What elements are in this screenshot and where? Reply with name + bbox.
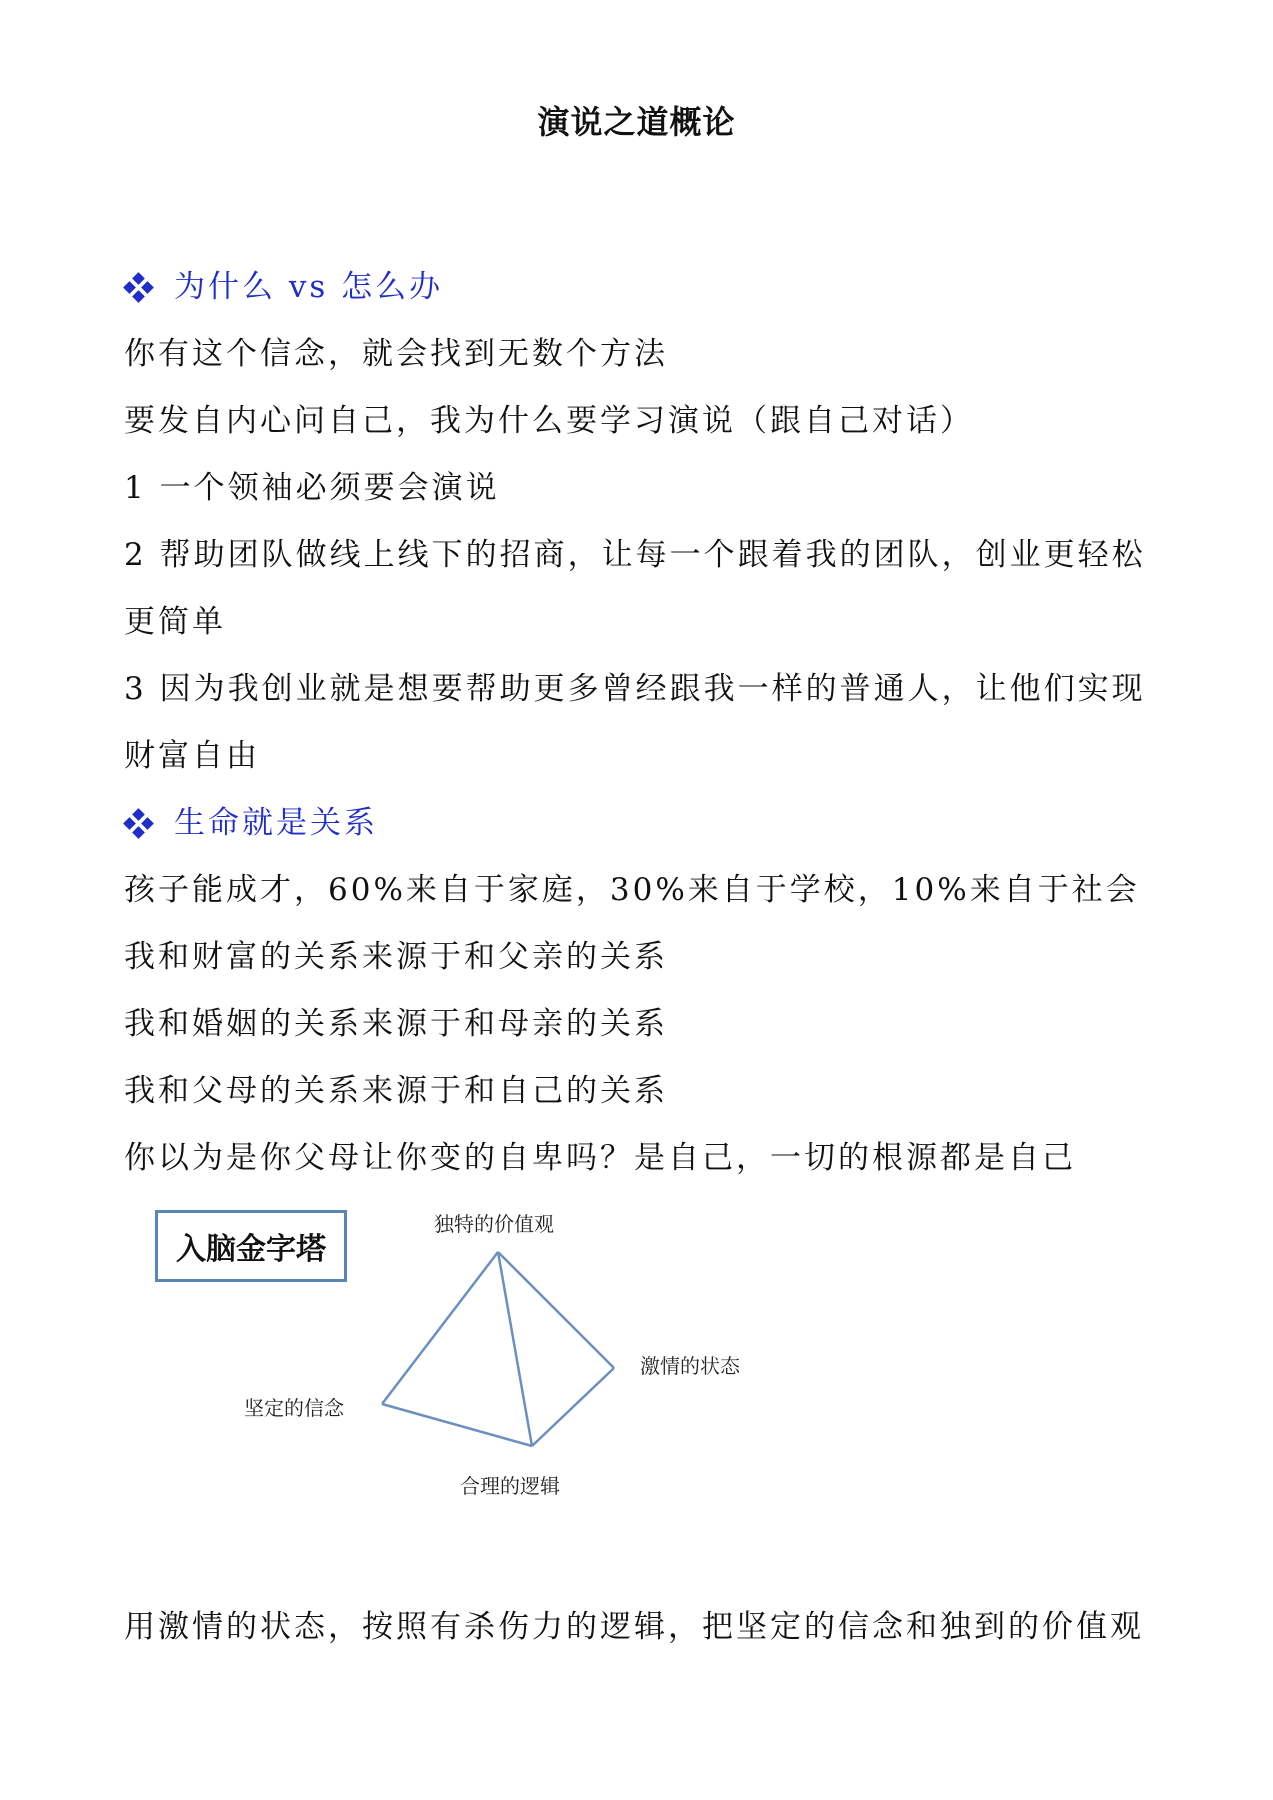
paragraph-line: 我和父母的关系来源于和自己的关系 <box>124 1073 668 1109</box>
closing-line: 用激情的状态，按照有杀伤力的逻辑，把坚定的信念和独到的价值观 <box>124 1609 1144 1645</box>
paragraph-line: 我和财富的关系来源于和父亲的关系 <box>124 939 668 975</box>
vertex-label-top: 独特的价值观 <box>434 1212 554 1236</box>
page-title: 演说之道概论 <box>537 103 736 141</box>
paragraph-line: 1 一个领袖必须要会演说 <box>124 470 500 506</box>
paragraph-line: 要发自内心问自己，我为什么要学习演说（跟自己对话） <box>124 403 974 439</box>
paragraph-line: 你有这个信念，就会找到无数个方法 <box>124 336 668 372</box>
edge-right-bottom <box>532 1368 614 1446</box>
diamond-bullet-icon <box>124 809 154 839</box>
edge-top-left <box>382 1252 498 1404</box>
diagram-title-box: 入脑金字塔 <box>155 1210 347 1282</box>
diamond-bullet-icon <box>124 273 154 303</box>
section-heading-label: 生命就是关系 <box>174 805 378 841</box>
paragraph-line: 你以为是你父母让你变的自卑吗？是自己，一切的根源都是自己 <box>124 1140 1076 1176</box>
section-heading-why <box>124 254 1174 321</box>
paragraph-line: 我和婚姻的关系来源于和母亲的关系 <box>124 1006 668 1042</box>
section-heading-relations <box>124 790 1174 857</box>
vertex-label-left: 坚定的信念 <box>244 1396 344 1420</box>
vertex-label-right: 激情的状态 <box>640 1354 740 1378</box>
pyramid-diagram <box>0 1200 1273 1520</box>
document-body <box>124 254 1174 1192</box>
paragraph-line: 孩子能成才，60%来自于家庭，30%来自于学校，10%来自于社会 <box>124 872 1140 908</box>
paragraph-line: 2 帮助团队做线上线下的招商，让每一个跟着我的团队，创业更轻松更简单 <box>124 537 1146 640</box>
section-heading-label: 为什么 vs 怎么办 <box>174 269 444 305</box>
edge-left-bottom <box>382 1404 532 1446</box>
paragraph-line: 3 因为我创业就是想要帮助更多曾经跟我一样的普通人，让他们实现财富自由 <box>124 671 1146 774</box>
pyramid-figure <box>0 1200 1273 1520</box>
vertex-label-bottom: 合理的逻辑 <box>460 1474 560 1498</box>
